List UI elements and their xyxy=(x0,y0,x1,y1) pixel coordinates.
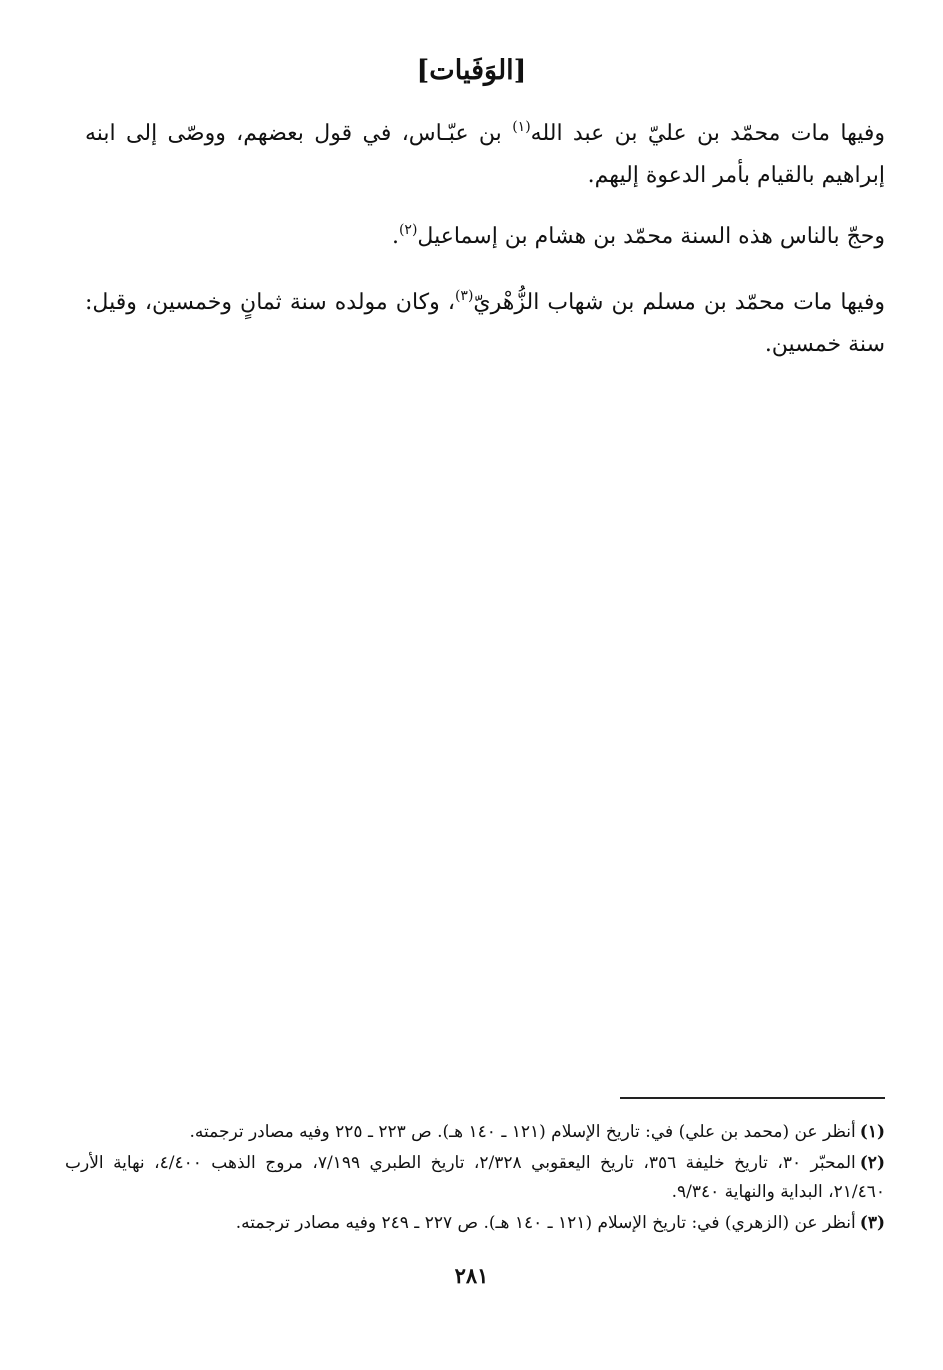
paragraph-text: وفيها مات محمّد بن مسلم بن شهاب الزُّهْريّ xyxy=(473,290,885,315)
paragraph-text: وحجّ بالناس هذه السنة محمّد بن هشام بن إسماعيل xyxy=(417,224,885,249)
paragraph-text: ، وكان مولده سنة ثمانٍ وخمسين، وقيل: سنة خمسين. xyxy=(85,290,885,357)
paragraph-death-zuhri xyxy=(85,282,885,366)
footnote-ref-2[interactable]: (٢) xyxy=(398,222,418,238)
footnote-divider xyxy=(620,1097,885,1099)
footnote-text: المحبّر ٣٠، تاريخ خليفة ٣٥٦، تاريخ اليعقوبي ٢/٣٢٨، تاريخ الطبري ٧/١٩٩، مروج الذهب ٤/٤٠٠، نهاية الأرب ٢١/٤٦٠، البداية والنهاية ٩/٣٤٠. xyxy=(65,1153,885,1202)
footnote-ref-3[interactable]: (٣) xyxy=(454,288,474,304)
page-number: ٢٨١ xyxy=(454,1263,489,1288)
footnote-ref-1[interactable]: (١) xyxy=(512,119,531,135)
paragraph-hajj-leader xyxy=(85,216,885,258)
footnote-3 xyxy=(65,1209,885,1238)
footnote-2 xyxy=(65,1149,885,1207)
paragraph-text: . xyxy=(391,224,399,249)
paragraph-death-muhammad-ibn-ali xyxy=(85,113,885,197)
footnote-1 xyxy=(65,1118,885,1147)
footnote-number: (٢) xyxy=(859,1153,885,1173)
section-title: [الوَفَيات] xyxy=(416,55,527,86)
footnote-text: أنظر عن (محمد بن علي) في: تاريخ الإسلام (١٢١ ـ ١٤٠ هـ). ص ٢٢٣ ـ ٢٢٥ وفيه مصادر ترجمته. xyxy=(189,1122,856,1142)
footnote-number: (١) xyxy=(859,1122,885,1142)
paragraph-text: وفيها مات محمّد بن عليّ بن عبد الله xyxy=(530,121,885,146)
footnote-number: (٣) xyxy=(859,1213,885,1233)
paragraph-text: بن عبّـاس، في قول بعضهم، ووصّى إلى ابنه إبراهيم بالقيام بأمر الدعوة إليهم. xyxy=(85,121,885,188)
footnote-text: أنظر عن (الزهري) في: تاريخ الإسلام (١٢١ ـ ١٤٠ هـ). ص ٢٢٧ ـ ٢٤٩ وفيه مصادر ترجمته. xyxy=(235,1213,856,1233)
